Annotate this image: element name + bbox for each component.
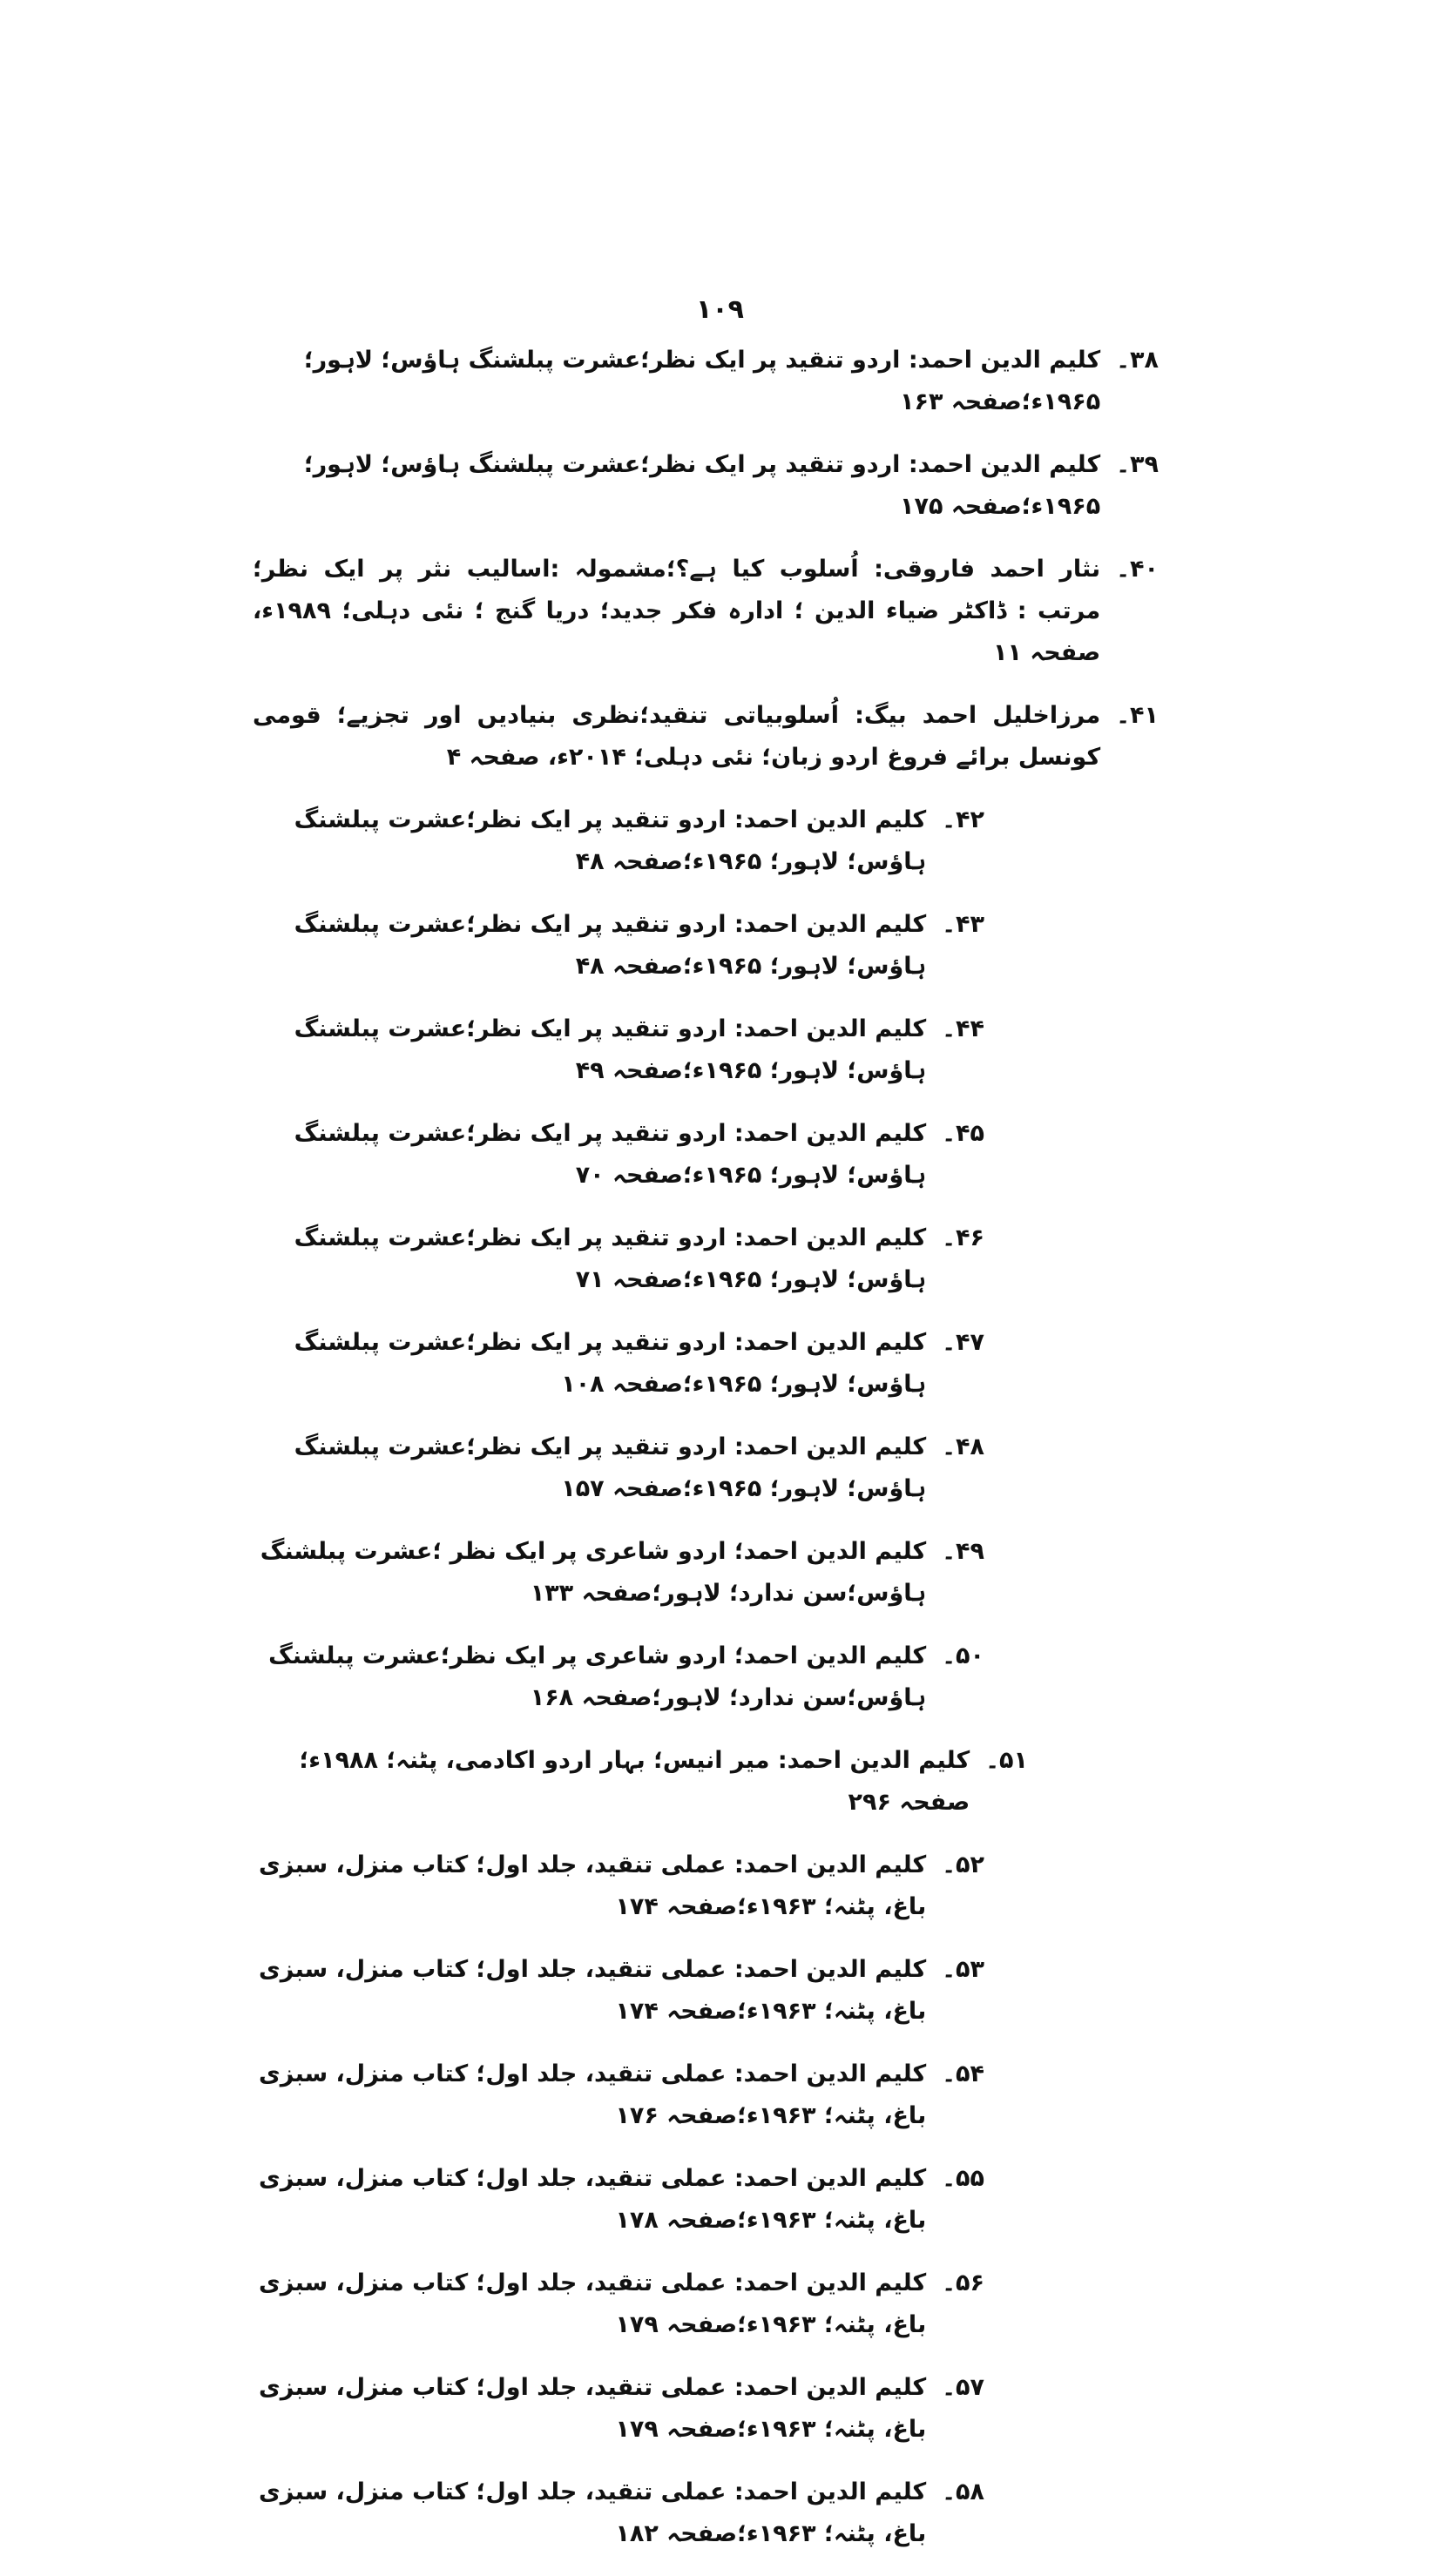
reference-number: ۴۱۔ bbox=[1116, 702, 1159, 729]
reference-number: ۵۲۔ bbox=[942, 1851, 984, 1878]
reference-text: کلیم الدین احمد؛ اردو شاعری پر ایک نظر؛عشرت پبلشنگ ہاؤس؛سن ندارد؛ لاہور؛صفحہ ۱۶۸ bbox=[268, 1642, 927, 1711]
reference-text: کلیم الدین احمد: اردو تنقید پر ایک نظر؛عشرت پبلشنگ ہاؤس؛ لاہور؛ ۱۹۶۵ء؛صفحہ ۷۰ bbox=[294, 1120, 927, 1189]
reference-item bbox=[253, 2367, 1159, 2451]
reference-text: کلیم الدین احمد: میر انیس؛ بہار اردو اکادمی، پٹنہ؛ ۱۹۸۸ء؛صفحہ ۲۹۶ bbox=[299, 1747, 970, 1816]
reference-number: ۴۹۔ bbox=[942, 1538, 984, 1565]
reference-item bbox=[253, 904, 1159, 988]
reference-text: کلیم الدین احمد: اردو تنقید پر ایک نظر؛عشرت پبلشنگ ہاؤس؛ لاہور؛ ۱۹۶۵ء؛صفحہ ۱۰۸ bbox=[294, 1329, 927, 1398]
reference-item bbox=[253, 2158, 1159, 2242]
reference-text: کلیم الدین احمد: اردو تنقید پر ایک نظر؛عشرت پبلشنگ ہاؤس؛ لاہور؛ ۱۹۶۵ء؛صفحہ ۱۷۵ bbox=[303, 451, 1101, 520]
reference-item bbox=[253, 799, 1159, 883]
reference-item bbox=[253, 1008, 1159, 1092]
reference-number: ۴۰۔ bbox=[1116, 556, 1159, 583]
reference-item bbox=[253, 2262, 1159, 2346]
reference-text: کلیم الدین احمد: عملی تنقید، جلد اول؛ کتاب منزل، سبزی باغ، پٹنہ؛ ۱۹۶۳ء؛صفحہ ۱۷۴ bbox=[259, 1956, 927, 2025]
reference-number: ۵۶۔ bbox=[942, 2269, 984, 2296]
reference-number: ۵۵۔ bbox=[942, 2165, 984, 2192]
reference-text: کلیم الدین احمد: اردو تنقید پر ایک نظر؛عشرت پبلشنگ ہاؤس؛ لاہور؛ ۱۹۶۵ء؛صفحہ ۴۸ bbox=[294, 806, 927, 875]
reference-number: ۵۸۔ bbox=[942, 2478, 984, 2505]
reference-text: کلیم الدین احمد: عملی تنقید، جلد اول؛ کتاب منزل، سبزی باغ، پٹنہ؛ ۱۹۶۳ء؛صفحہ ۱۷۶ bbox=[259, 2060, 927, 2129]
reference-number: ۳۸۔ bbox=[1116, 347, 1159, 374]
reference-number: ۴۳۔ bbox=[942, 911, 984, 938]
reference-number: ۴۶۔ bbox=[942, 1224, 984, 1251]
reference-text: کلیم الدین احمد: عملی تنقید، جلد اول؛ کتاب منزل، سبزی باغ، پٹنہ؛ ۱۹۶۳ء؛صفحہ ۱۷۹ bbox=[259, 2269, 927, 2338]
reference-number: ۵۰۔ bbox=[942, 1642, 984, 1669]
reference-text: کلیم الدین احمد: عملی تنقید، جلد اول؛ کتاب منزل، سبزی باغ، پٹنہ؛ ۱۹۶۳ء؛صفحہ ۱۸۲ bbox=[259, 2478, 927, 2547]
reference-text: کلیم الدین احمد: اردو تنقید پر ایک نظر؛عشرت پبلشنگ ہاؤس؛ لاہور؛ ۱۹۶۵ء؛صفحہ ۱۵۷ bbox=[294, 1433, 927, 1502]
reference-text: کلیم الدین احمد: عملی تنقید، جلد اول؛ کتاب منزل، سبزی باغ، پٹنہ؛ ۱۹۶۳ء؛صفحہ ۱۷۸ bbox=[259, 2165, 927, 2234]
reference-number: ۴۸۔ bbox=[942, 1433, 984, 1460]
reference-item bbox=[253, 1844, 1159, 1928]
reference-number: ۴۵۔ bbox=[942, 1120, 984, 1147]
reference-item bbox=[253, 1217, 1159, 1301]
reference-number: ۴۷۔ bbox=[942, 1329, 984, 1356]
reference-number: ۵۷۔ bbox=[942, 2374, 984, 2401]
reference-text: کلیم الدین احمد: اردو تنقید پر ایک نظر؛عشرت پبلشنگ ہاؤس؛ لاہور؛ ۱۹۶۵ء؛صفحہ ۱۶۳ bbox=[303, 347, 1101, 415]
reference-number: ۵۳۔ bbox=[942, 1956, 984, 1983]
reference-text: کلیم الدین احمد: اردو تنقید پر ایک نظر؛عشرت پبلشنگ ہاؤس؛ لاہور؛ ۱۹۶۵ء؛صفحہ ۴۹ bbox=[294, 1015, 927, 1084]
reference-text: کلیم الدین احمد: عملی تنقید، جلد اول؛ کتاب منزل، سبزی باغ، پٹنہ؛ ۱۹۶۳ء؛صفحہ ۱۷۴ bbox=[259, 1851, 927, 1920]
reference-item bbox=[253, 1426, 1159, 1510]
reference-item bbox=[253, 1635, 1159, 1719]
reference-item bbox=[253, 1531, 1159, 1615]
reference-item bbox=[253, 695, 1159, 779]
reference-number: ۳۹۔ bbox=[1116, 451, 1159, 478]
reference-item bbox=[253, 444, 1159, 528]
reference-number: ۵۴۔ bbox=[942, 2060, 984, 2087]
reference-item bbox=[253, 1949, 1159, 2033]
reference-text: کلیم الدین احمد؛ اردو شاعری پر ایک نظر ؛عشرت پبلشنگ ہاؤس؛سن ندارد؛ لاہور؛صفحہ ۱۳۳ bbox=[260, 1538, 927, 1607]
reference-number: ۴۴۔ bbox=[942, 1015, 984, 1042]
reference-item bbox=[253, 2471, 1159, 2555]
reference-item bbox=[253, 1322, 1159, 1406]
page-number: ۱۰۹ bbox=[696, 294, 744, 325]
reference-text: مرزاخلیل احمد بیگ: اُسلوبیاتی تنقید؛نظری بنیادیں اور تجزیے؛ قومی کونسل برائے فروغ اردو زبان؛ نئی دہلی؛ ۲۰۱۴ء، صفحہ ۴ bbox=[253, 702, 1101, 771]
reference-text: نثار احمد فاروقی: اُسلوب کیا ہے؟؛مشمولہ :اسالیب نثر پر ایک نظر؛ مرتب : ڈاکٹر ضیاء الدین ؛ ادارہ فکر جدید؛ دریا گنج ؛ نئی دہلی؛ ۱۹۸۹ء، صفحہ ۱۱ bbox=[253, 556, 1101, 666]
reference-item bbox=[253, 549, 1159, 674]
reference-number: ۵۱۔ bbox=[985, 1747, 1028, 1774]
reference-text: کلیم الدین احمد: اردو تنقید پر ایک نظر؛عشرت پبلشنگ ہاؤس؛ لاہور؛ ۱۹۶۵ء؛صفحہ ۴۸ bbox=[294, 911, 927, 980]
reference-item bbox=[253, 2053, 1159, 2137]
reference-list bbox=[253, 340, 1159, 2576]
reference-text: کلیم الدین احمد: اردو تنقید پر ایک نظر؛عشرت پبلشنگ ہاؤس؛ لاہور؛ ۱۹۶۵ء؛صفحہ ۷۱ bbox=[294, 1224, 927, 1293]
reference-number: ۴۲۔ bbox=[942, 806, 984, 833]
reference-item bbox=[253, 1113, 1159, 1197]
reference-text: کلیم الدین احمد: عملی تنقید، جلد اول؛ کتاب منزل، سبزی باغ، پٹنہ؛ ۱۹۶۳ء؛صفحہ ۱۷۹ bbox=[259, 2374, 927, 2443]
reference-item bbox=[253, 1740, 1159, 1824]
reference-item bbox=[253, 340, 1159, 423]
